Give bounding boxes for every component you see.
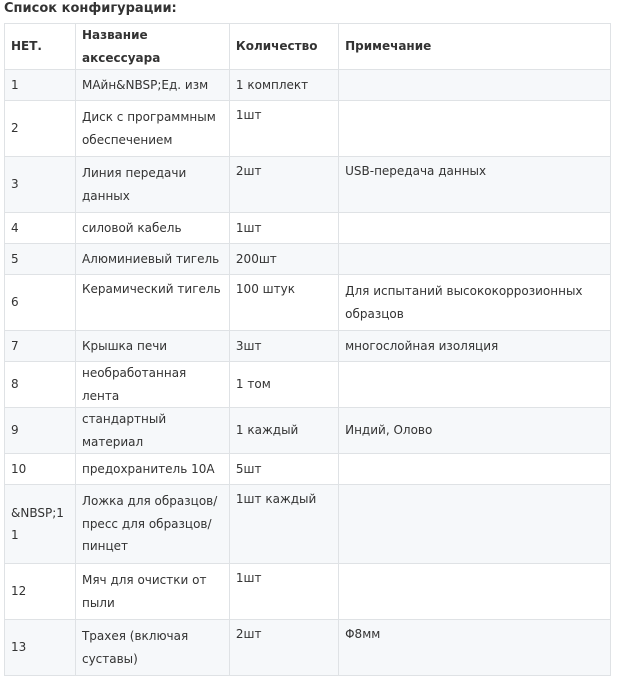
header-note: Примечание	[339, 24, 611, 70]
table-row	[5, 101, 611, 157]
cell-qty: 3шт	[229, 331, 338, 362]
cell-qty: 5шт	[229, 454, 338, 485]
cell-qty: 1 каждый	[229, 408, 338, 454]
table-row	[5, 362, 611, 408]
cell-name: Алюминиевый тигель	[75, 244, 229, 275]
cell-name: Крышка печи	[75, 331, 229, 362]
header-name: Название аксессуара	[75, 24, 229, 70]
cell-name: Диск с программным обеспечением	[75, 101, 229, 157]
cell-qty: 1шт	[229, 564, 338, 620]
cell-note: USB-передача данных	[339, 157, 611, 213]
cell-name: Трахея (включая суставы)	[75, 620, 229, 676]
cell-qty: 2шт	[229, 620, 338, 676]
cell-note	[339, 362, 611, 408]
table-row	[5, 408, 611, 454]
cell-note: Индий, Олово	[339, 408, 611, 454]
table-row	[5, 213, 611, 244]
cell-no: 10	[5, 454, 76, 485]
table-row	[5, 157, 611, 213]
cell-name: МАйн&NBSP;Ед. изм	[75, 70, 229, 101]
cell-no: 3	[5, 157, 76, 213]
cell-qty: 1шт каждый	[229, 485, 338, 564]
table-row	[5, 454, 611, 485]
cell-no: 12	[5, 564, 76, 620]
table-row	[5, 485, 611, 564]
header-qty: Количество	[229, 24, 338, 70]
table-row	[5, 620, 611, 676]
table-row	[5, 244, 611, 275]
cell-note	[339, 564, 611, 620]
cell-no: 6	[5, 275, 76, 331]
cell-note: Φ8мм	[339, 620, 611, 676]
cell-no: 8	[5, 362, 76, 408]
cell-no: 1	[5, 70, 76, 101]
header-no: НЕТ.	[5, 24, 76, 70]
cell-qty: 200шт	[229, 244, 338, 275]
cell-qty: 1шт	[229, 101, 338, 157]
cell-note: Для испытаний высококоррозионных образцов	[339, 275, 611, 331]
cell-note	[339, 244, 611, 275]
cell-no: 5	[5, 244, 76, 275]
cell-note	[339, 70, 611, 101]
cell-no: &NBSP;11	[5, 485, 76, 564]
table-row	[5, 275, 611, 331]
cell-qty: 1 комплект	[229, 70, 338, 101]
cell-name: стандартный материал	[75, 408, 229, 454]
cell-no: 13	[5, 620, 76, 676]
cell-note	[339, 454, 611, 485]
cell-name: Ложка для образцов/ пресс для образцов/ пинцет	[75, 485, 229, 564]
cell-qty: 1шт	[229, 213, 338, 244]
cell-name: необработанная лента	[75, 362, 229, 408]
page-title: Список конфигурации:	[4, 1, 177, 16]
cell-note	[339, 213, 611, 244]
cell-name: силовой кабель	[75, 213, 229, 244]
table-row	[5, 70, 611, 101]
cell-no: 2	[5, 101, 76, 157]
table-header-row	[5, 24, 611, 70]
cell-note: многослойная изоляция	[339, 331, 611, 362]
cell-no: 9	[5, 408, 76, 454]
cell-qty: 100 штук	[229, 275, 338, 331]
cell-no: 7	[5, 331, 76, 362]
table-row	[5, 564, 611, 620]
cell-name: Мяч для очистки от пыли	[75, 564, 229, 620]
cell-name: Линия передачи данных	[75, 157, 229, 213]
cell-qty: 2шт	[229, 157, 338, 213]
table-row	[5, 331, 611, 362]
cell-qty: 1 том	[229, 362, 338, 408]
cell-note	[339, 485, 611, 564]
cell-note	[339, 101, 611, 157]
cell-name: Керамический тигель	[75, 275, 229, 331]
cell-no: 4	[5, 213, 76, 244]
config-table	[4, 23, 611, 676]
cell-name: предохранитель 10А	[75, 454, 229, 485]
